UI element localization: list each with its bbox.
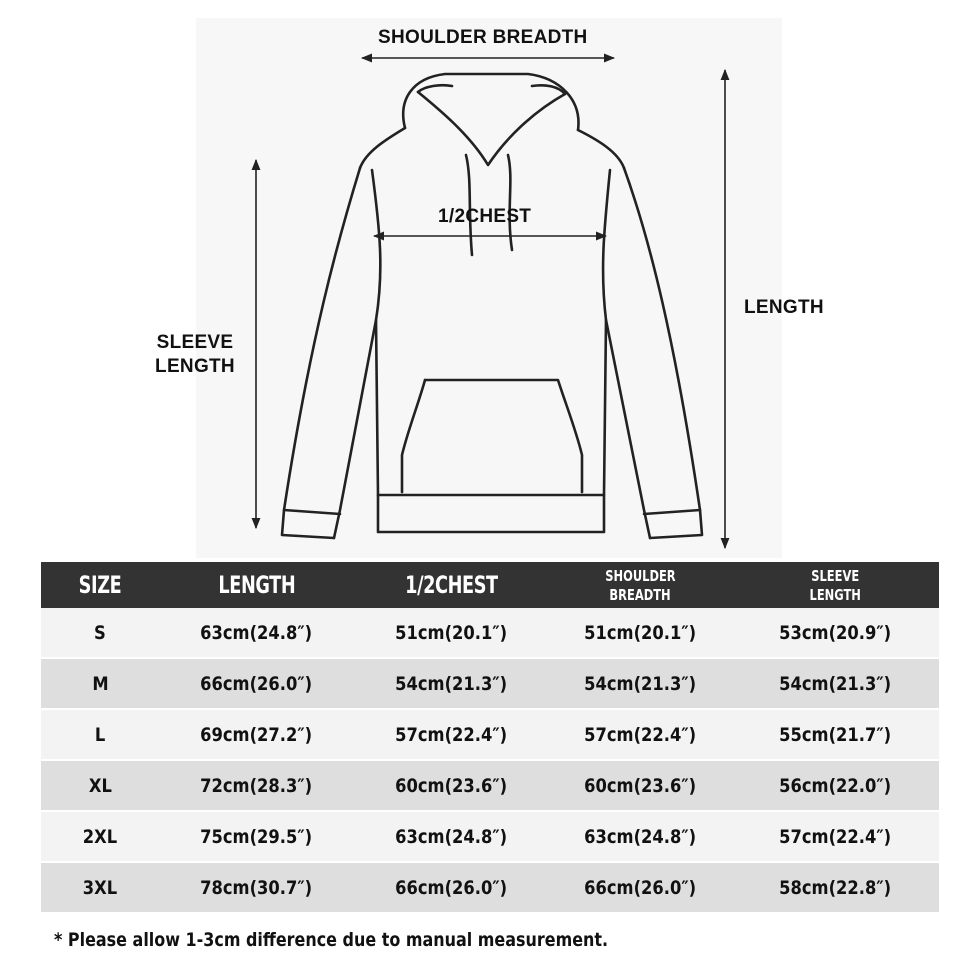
table-row [41,709,939,760]
cell-shoulder-breadth: 51cm(20.1″) [583,621,697,644]
table-row [41,658,939,709]
cell-sleeve-length: 53cm(20.9″) [778,621,892,644]
cell-size: M [91,672,109,695]
cell-shoulder-breadth: 66cm(26.0″) [583,876,697,899]
sleeve-length-label-line2: LENGTH [155,356,235,377]
size-table-container [41,562,939,914]
header-sleeve-length: SLEEVE LENGTH [731,562,939,608]
size-table [41,562,939,914]
cell-sleeve-length: 58cm(22.8″) [778,876,892,899]
length-label: LENGTH [744,297,824,318]
cell-sleeve-length: 55cm(21.7″) [778,723,892,746]
cell-size: XL [88,774,112,797]
measurement-arrows [256,58,725,548]
header-shoulder-breadth: SHOULDER BREADTH [549,562,731,608]
cell-sleeve-length: 57cm(22.4″) [778,825,892,848]
cell-length: 75cm(29.5″) [200,825,313,848]
shoulder-breadth-label: SHOULDER BREADTH [378,27,588,48]
half-chest-label: 1/2CHEST [438,206,532,227]
cell-half-chest: 57cm(22.4″) [395,723,508,746]
footnote: * Please allow 1-3cm difference due to manual measurement. [54,929,609,951]
sleeve-length-label [150,331,240,379]
hoodie-outline [282,74,702,538]
cell-length: 72cm(28.3″) [200,774,313,797]
cell-shoulder-breadth: 54cm(21.3″) [583,672,697,695]
cell-shoulder-breadth: 57cm(22.4″) [583,723,697,746]
cell-half-chest: 51cm(20.1″) [395,621,508,644]
cell-length: 69cm(27.2″) [200,723,313,746]
cell-size: 2XL [82,825,118,848]
cell-half-chest: 60cm(23.6″) [395,774,508,797]
cell-sleeve-length: 54cm(21.3″) [778,672,892,695]
header-size: SIZE [41,562,159,608]
cell-shoulder-breadth: 60cm(23.6″) [583,774,697,797]
cell-length: 66cm(26.0″) [200,672,313,695]
cell-shoulder-breadth: 63cm(24.8″) [583,825,697,848]
table-row [41,862,939,913]
cell-half-chest: 66cm(26.0″) [395,876,508,899]
cell-size: S [94,621,106,644]
cell-sleeve-length: 56cm(22.0″) [778,774,892,797]
cell-length: 78cm(30.7″) [200,876,313,899]
header-length: LENGTH [159,562,354,608]
cell-size: L [94,723,106,746]
table-row [41,811,939,862]
table-header-row [41,562,939,608]
cell-half-chest: 63cm(24.8″) [395,825,508,848]
table-row [41,760,939,811]
table-row [41,608,939,658]
cell-length: 63cm(24.8″) [200,621,313,644]
cell-half-chest: 54cm(21.3″) [395,672,508,695]
header-half-chest: 1/2CHEST [354,562,549,608]
sleeve-length-label-line1: SLEEVE [156,332,234,353]
cell-size: 3XL [82,876,118,899]
